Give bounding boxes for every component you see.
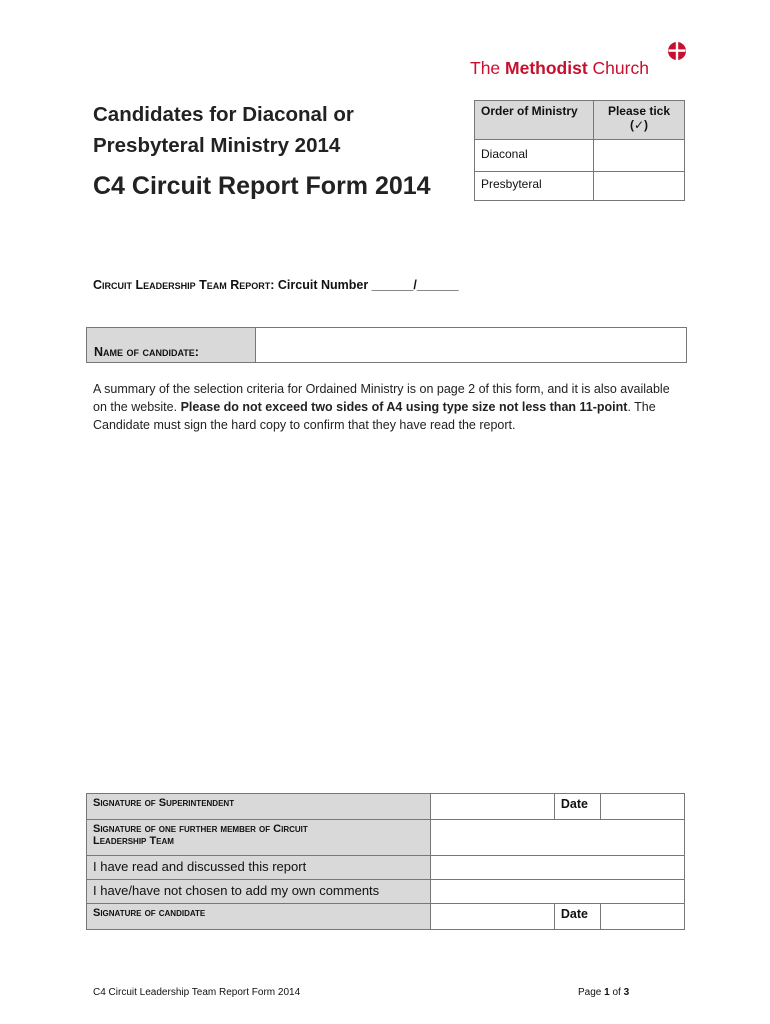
date-label-2: Date [554, 904, 600, 930]
heading-line-1: Candidates for Diaconal or [93, 103, 354, 126]
signature-candidate-label: Signature of candidate [87, 904, 431, 930]
summary-paragraph: A summary of the selection criteria for Ordained Ministry is on page 2 of this form, and it is also available on the website. Please do not exceed two sides of A4 using type size not less than 11-point. The Candidate must sign the hard copy to confirm that they have read the report. [93, 382, 670, 432]
signature-further-member-field[interactable] [430, 820, 684, 856]
signature-table [86, 793, 685, 930]
order-presbyteral-label: Presbyteral [475, 172, 594, 201]
circuit-leadership-line [93, 278, 459, 292]
tick-cell-presbyteral[interactable] [594, 172, 685, 201]
read-discussed-statement: I have read and discussed this report [87, 856, 431, 880]
order-header: Order of Ministry [475, 101, 594, 140]
signature-superintendent-field[interactable] [430, 794, 554, 820]
candidate-name-row [86, 327, 687, 363]
methodist-logo [470, 40, 690, 82]
circuit-number-field[interactable]: Circuit Number ______/______ [277, 278, 459, 292]
cross-and-flame-icon [667, 40, 687, 62]
signature-superintendent-label: Signature of Superintendent [87, 794, 431, 820]
date-field-2[interactable] [601, 904, 685, 930]
signature-further-member-label: Signature of one further member of Circuit Leadership Team [87, 820, 431, 856]
date-label-1: Date [554, 794, 600, 820]
form-title: C4 Circuit Report Form 2014 [93, 172, 431, 200]
footer-form-name: C4 Circuit Leadership Team Report Form 2014 [93, 987, 301, 998]
date-field-1[interactable] [601, 794, 685, 820]
heading-candidates [93, 99, 354, 161]
comments-field[interactable] [430, 880, 684, 904]
signature-candidate-field[interactable] [430, 904, 554, 930]
order-of-ministry-table [474, 100, 685, 201]
candidate-name-label: Name of candidate: [87, 328, 256, 362]
heading-line-2: Presbyteral Ministry 2014 [93, 134, 341, 157]
candidate-name-input[interactable] [257, 328, 686, 362]
tick-cell-diaconal[interactable] [594, 140, 685, 172]
logo-text: The Methodist Church [470, 58, 649, 78]
tick-header: Please tick (✓) [594, 101, 685, 140]
comments-statement: I have/have not chosen to add my own comments [87, 880, 431, 904]
footer-page-number: Page 1 of 3 [578, 987, 630, 998]
leadership-label: Circuit Leadership Team Report: [93, 278, 275, 292]
read-discussed-field[interactable] [430, 856, 684, 880]
order-diaconal-label: Diaconal [475, 140, 594, 172]
